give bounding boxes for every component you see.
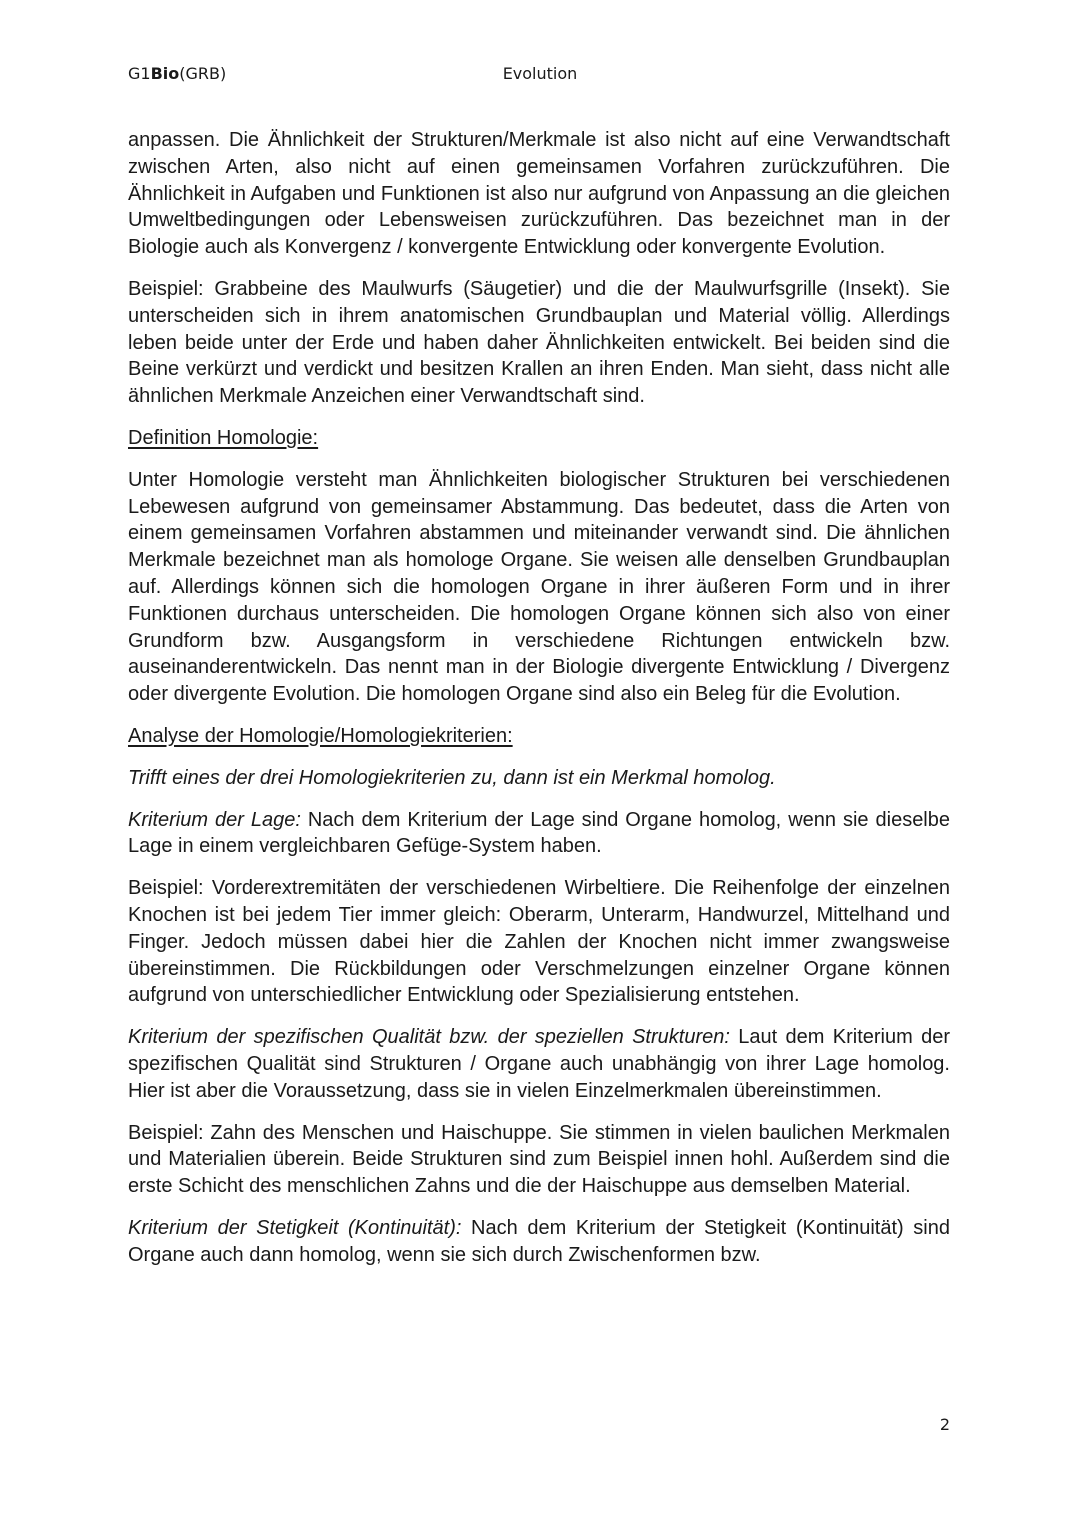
paragraph-beispiel-maulwurf: Beispiel: Grabbeine des Maulwurfs (Säugetier) und die der Maulwurfsgrille (Insekt). Sie unterscheiden sich in ihrem anatomischen Grundbauplan und Material völlig. Allerdings leben beide unter der Erde und haben daher Ähnlichkeiten entwickelt. Bei beiden sind die Beine verkürzt und verdickt und besitzen Krallen an ihren Enden. Man sieht, dass nicht alle ähnlichen Merkmale Anzeichen einer Verwandtschaft sind. [128,277,950,408]
paragraph-homologiekriterien-intro: Trifft eines der drei Homologiekriterien zu, dann ist ein Merkmal homolog. [128,766,776,789]
paragraph-kriterium-stetigkeit: Kriterium der Stetigkeit (Kontinuität): Nach dem Kriterium der Stetigkeit (Kontinuität) sind Organe auch dann homolog, wenn sie sich durch Zwischenformen bzw. [128,1216,950,1266]
paragraph-konvergenz: anpassen. Die Ähnlichkeit der Strukturen/Merkmale ist also nicht auf eine Verwandtschaft zwischen Arten, also nicht auf einen gemeinsamen Vorfahren zurückzuführen. Die Ähnlichkeit in Aufgaben und Funktionen ist also nur aufgrund von Anpassung an die gleichen Umweltbedingungen oder Lebensweisen zurückzuführen. Das bezeichnet man in der Biologie auch als Konvergenz / konvergente Entwicklung oder konvergente Evolution. [128,129,950,259]
paragraph-beispiel-zahn: Beispiel: Zahn des Menschen und Haischuppe. Sie stimmen in vielen baulichen Merkmalen und Materialien überein. Beide Strukturen sind zum Beispiel innen hohl. Außerdem sind die erste Schicht des menschlichen Zahns und die der Haischuppe aus demselben Material. [128,1121,950,1198]
paragraph-kriterium-qualitaet: Kriterium der spezifischen Qualität bzw. der speziellen Strukturen: Laut dem Kriterium der spezifischen Qualität sind Strukturen / Organe auch unabhängig von ihrer Lage homolog. Hier ist aber die Voraussetzung, dass sie in vielen Einzelmerkmalen übereinstimmen. [128,1026,950,1102]
paragraph-kriterium-lage: Kriterium der Lage: Nach dem Kriterium der Lage sind Organe homolog, wenn sie dieselbe Lage in einem vergleichbaren Gefüge-System haben. [128,808,951,858]
paragraph-homologie: Unter Homologie versteht man Ähnlichkeiten biologischer Strukturen bei verschiedenen Lebewesen aufgrund von gemeinsamer Abstammung. Das bedeutet, dass die Arten von einem gemeinsamen Vorfahren abstammen und miteinander verwandt sind. Die ähnlichen Merkmale bezeichnet man als homologe Organe. Sie weisen alle denselben Grundbauplan auf. Allerdings können sich die homologen Organe in ihrer äußeren Form und in ihrer Funktionen durchaus unterscheiden. Die homologen Organe können sich also von einer Grundform bzw. Ausgangsform in verschiedene Richtungen entwickeln bzw. auseinanderentwickeln. Das nennt man in der Biologie divergente Entwicklung / Divergenz oder divergente Evolution. Die homologen Organe sind also ein Beleg für die Evolution. [128,468,950,706]
page-number: 2 [939,1415,950,1434]
page-header [0,64,1080,90]
course-code: G1Bio(GRB) [128,64,227,83]
heading-analyse-homologie: Analyse der Homologie/Homologiekriterien: [128,724,513,747]
document-topic: Evolution [502,64,578,83]
heading-definition-homologie: Definition Homologie: [128,426,319,449]
paragraph-beispiel-wirbeltiere: Beispiel: Vorderextremitäten der verschiedenen Wirbeltiere. Die Reihenfolge der einzelnen Knochen ist bei jedem Tier immer gleich: Oberarm, Unterarm, Handwurzel, Mittelhand und Finger. Jedoch müssen dabei hier die Zahlen der Knochen nicht immer zwangsweise übereinstimmen. Die Rückbildungen oder Verschmelzungen einzelner Organe können aufgrund von unterschiedlicher Entwicklung oder Spezialisierung entstehen. [128,877,950,1007]
document-body [128,127,950,1283]
